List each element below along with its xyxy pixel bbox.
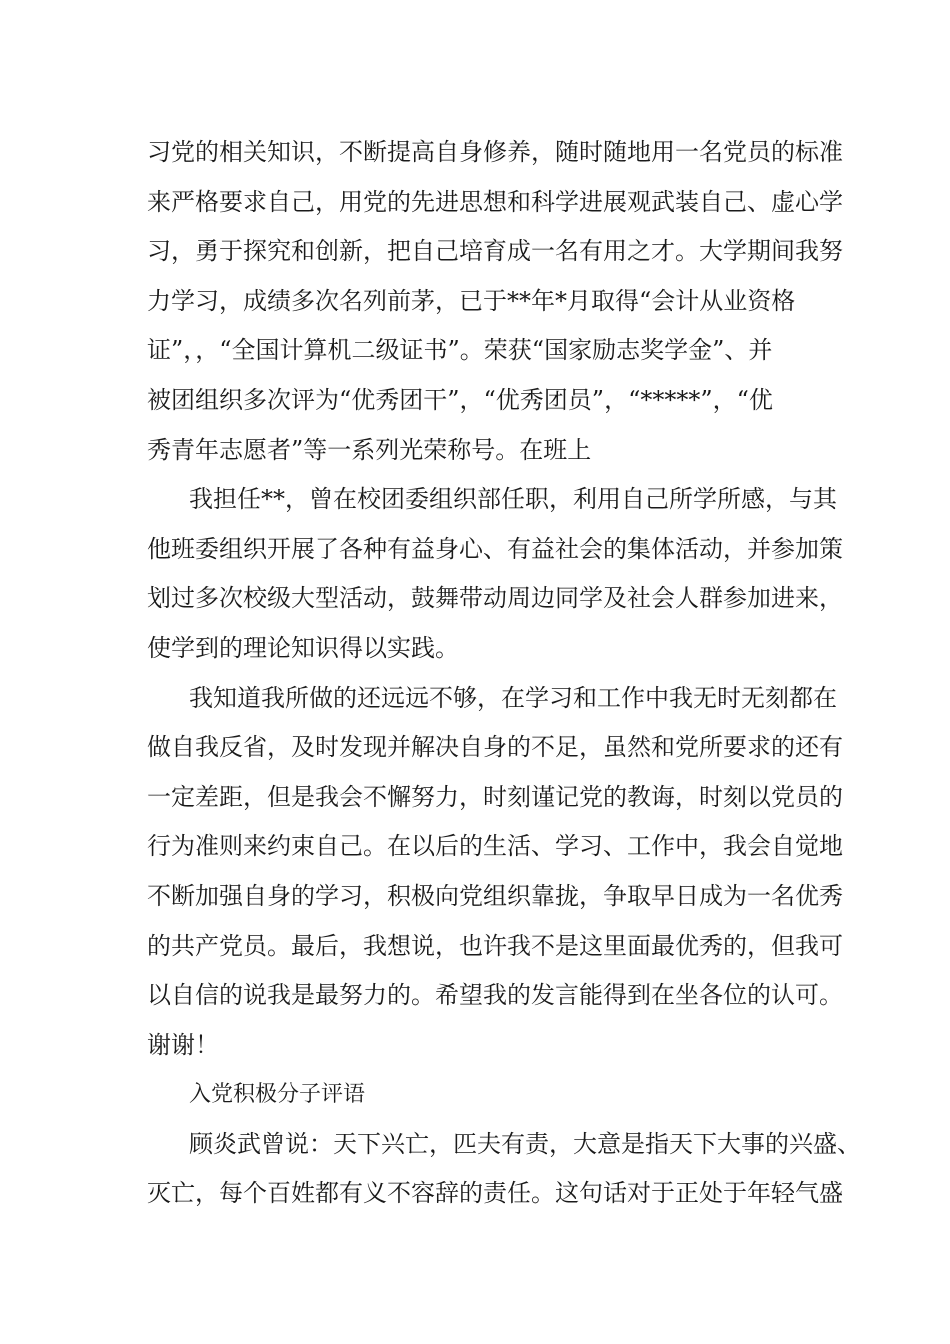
text-line: 做自我反省，及时发现并解决自身的不足，虽然和党所要求的还有	[147, 733, 843, 762]
section-heading: 入党积极分子评语	[189, 1082, 366, 1108]
text-line: 习，勇于探究和创新，把自己培育成一名有用之才。大学期间我努	[147, 237, 843, 266]
text-line: 行为准则来约束自己。在以后的生活、学习、工作中，我会自觉地	[147, 832, 843, 861]
text-line: 使学到的理论知识得以实践。	[147, 633, 459, 662]
text-line: 以自信的说我是最努力的。希望我的发言能得到在坐各位的认可。	[147, 981, 843, 1010]
paragraph-first-line: 顾炎武曾说：天下兴亡，匹夫有责，大意是指天下大事的兴盛、	[189, 1129, 861, 1158]
text-line: 习党的相关知识，不断提高自身修养，随时随地用一名党员的标准	[147, 138, 843, 166]
text-line: 他班委组织开展了各种有益身心、有益社会的集体活动，并参加策	[147, 534, 843, 563]
text-line: 被团组织多次评为“优秀团干”，“优秀团员”，“*****”，“优	[147, 385, 773, 414]
text-line: 的共产党员。最后，我想说，也许我不是这里面最优秀的，但我可	[147, 931, 843, 960]
document-body	[147, 128, 861, 1219]
text-line: 力学习，成绩多次名列前茅，已于**年*月取得“会计从业资格	[147, 286, 796, 315]
text-line: 一定差距，但是我会不懈努力，时刻谨记党的教诲，时刻以党员的	[147, 782, 843, 811]
text-line: 秀青年志愿者”等一系列光荣称号。在班上	[147, 435, 592, 464]
text-line: 来严格要求自己，用党的先进思想和科学进展观武装自己、虚心学	[147, 187, 843, 216]
paragraph-first-line: 我担任**，曾在校团委组织部任职，利用自己所学所感，与其	[189, 485, 837, 514]
text-line: 证”，，“全国计算机二级证书”。荣获“国家励志奖学金”、并	[147, 336, 773, 365]
text-line: 划过多次校级大型活动，鼓舞带动周边同学及社会人群参加进来，	[147, 584, 843, 613]
text-line: 灭亡，每个百姓都有义不容辞的责任。这句话对于正处于年轻气盛	[147, 1179, 843, 1208]
text-line: 谢谢！	[147, 1030, 219, 1059]
paragraph-first-line: 我知道我所做的还远远不够，在学习和工作中我无时无刻都在	[189, 683, 837, 712]
text-line: 不断加强自身的学习，积极向党组织靠拢，争取早日成为一名优秀	[147, 881, 843, 910]
